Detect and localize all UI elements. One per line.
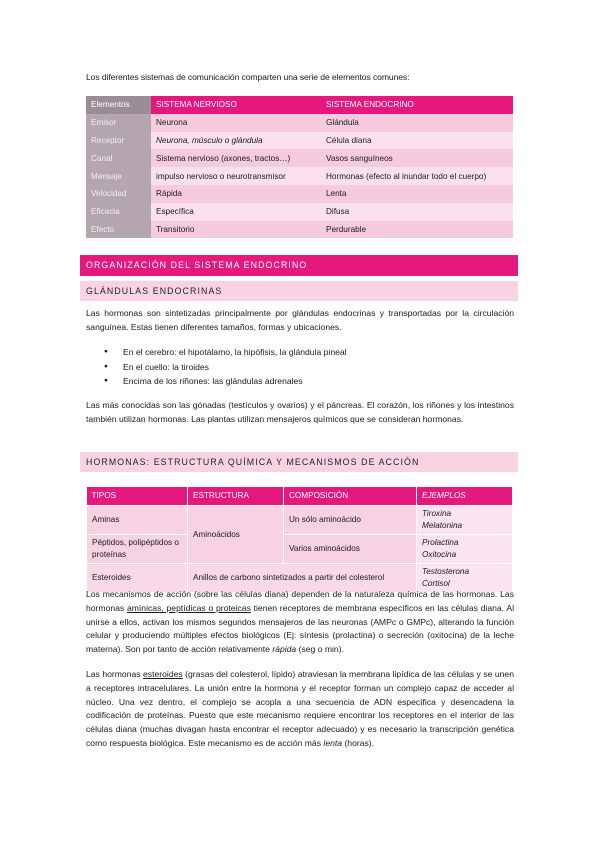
table-row <box>86 149 513 167</box>
cell-endocrino: Perdurable <box>321 221 513 239</box>
table-row <box>86 221 513 239</box>
emphasis-lenta: lenta <box>323 737 343 748</box>
underlined-term: esteroides <box>143 669 183 679</box>
ejemplo: Cortisol <box>422 578 450 588</box>
text-span: (grasas del colesterol, lípido) atraviesan la membrana lipídica de las células y se unen a receptores intracelulares. La unión entre la hormona y el receptor forman un complejo capaz de acceder al núcleo. Una vez dentro, el complejo se acopla a una secuencia de ADN específica y desencadena la codificación de proteínas. Puesto que este mecanismo requiere encontrar los receptores en el interior de las células diana (muchas divagan hasta encontrar el receptor adecuado) y es necesario la transcripción genética como respuesta biológica. Este mecanismo es de acción más <box>86 669 514 748</box>
cell-endocrino: Célula diana <box>321 132 513 150</box>
header-composicion: COMPOSICIÓN <box>284 487 417 505</box>
ejemplo: Prolactina <box>422 537 459 547</box>
estructura-aminoacidos: Aminoácidos <box>188 505 284 563</box>
row-label: Velocidad <box>86 185 151 203</box>
glandulas-paragraph: Las hormonas son sintetizadas principalmente por glándulas endocrinas y transportadas por la circulación sanguínea. Estas tienen diferentes tamaños, formas y ubicaciones. <box>86 308 514 332</box>
estructura-anillos: Anillos de carbono sintetizados a partir del colesterol <box>188 563 417 592</box>
gonadas-paragraph: Las más conocidas son las gónadas (testículos y ovarios) y el páncreas. El corazón, los riñones y los intestinos también utilizan hormonas. Las plantas utilizan mensajeros químicos que se consideran hormonas. <box>86 400 514 424</box>
cell-nervioso: impulso nervioso o neurotransmisor <box>151 167 321 185</box>
row-label: Canal <box>86 149 151 167</box>
list-item: ● Encima de los riñones: las glándulas adrenales <box>104 374 347 389</box>
header-elementos: Elementos <box>86 96 151 114</box>
cell-nervioso: Específica <box>151 203 321 221</box>
ejemplos-peptidos <box>417 534 513 563</box>
hormone-types-table <box>86 487 513 593</box>
subsection-heading-hormonas: HORMONAS: ESTRUCTURA QUÍMICA Y MECANISMOS DE ACCIÓN <box>80 452 518 472</box>
table-header-row <box>87 487 513 505</box>
table-row <box>86 132 513 150</box>
list-item: ● En el cuello: la tiroides <box>104 360 347 375</box>
header-ejemplos: EJEMPLOS <box>417 487 513 505</box>
subsection-heading-glandulas: GLÁNDULAS ENDOCRINAS <box>80 281 518 301</box>
row-label: Mensaje <box>86 167 151 185</box>
table-row <box>86 114 513 132</box>
table-row <box>86 185 513 203</box>
list-item: ● En el cerebro: el hipotálamo, la hipófisis, la glándula pineal <box>104 345 347 360</box>
text-span: Las hormonas <box>86 669 144 679</box>
tipo-aminas: Aminas <box>87 505 188 534</box>
cell-nervioso: Rápida <box>151 185 321 203</box>
underlined-term: amínicas, peptídicas o proteicas <box>126 602 251 613</box>
cell-nervioso: Sistema nervioso (axones, tractos…) <box>151 149 321 167</box>
cell-nervioso: Neurona, músculo o glándula <box>151 132 321 150</box>
text-span: tienen receptores de membrana específicos en las células diana. Al unirse a ellos, activan los mismos segundos mensajeros de las neuronas (AMPc o GMPc), alterando la función celular y produciendo múltiples efectos biológicos (Ej: síntesis (prolactina) o secreción (oxitocina) de la leche materna). Son por tanto de acción relativamente <box>86 602 514 655</box>
header-estructura: ESTRUCTURA <box>188 487 284 505</box>
ejemplo: Tiroxina <box>422 508 452 518</box>
tipo-esteroides: Esteroides <box>87 563 188 592</box>
composicion-un-solo: Un sólo aminoácido <box>284 505 417 534</box>
header-sistema-nervioso: SISTEMA NERVIOSO <box>151 96 321 114</box>
emphasis-rapida: rápida <box>272 644 297 655</box>
ejemplo: Oxitocina <box>422 549 457 559</box>
intro-text: Los diferentes sistemas de comunicación comparten una serie de elementos comunes: <box>86 72 410 82</box>
tipo-peptidos: Péptidos, polipéptidos o proteínas <box>87 534 188 563</box>
table-row <box>87 534 513 563</box>
table-row <box>86 167 513 185</box>
header-tipos: TIPOS <box>87 487 188 505</box>
table-row <box>86 203 513 221</box>
ejemplo: Melatonina <box>422 520 463 530</box>
cell-nervioso: Transitorio <box>151 221 321 239</box>
glandulas-list <box>104 345 347 389</box>
row-label: Eficacia <box>86 203 151 221</box>
row-label: Emisor <box>86 114 151 132</box>
ejemplos-aminas <box>417 505 513 534</box>
composicion-varios: Varios aminoácidos <box>284 534 417 563</box>
section-heading-organizacion: ORGANIZACIÓN DEL SISTEMA ENDOCRINO <box>80 255 518 276</box>
cell-endocrino: Difusa <box>321 203 513 221</box>
table-row <box>87 505 513 534</box>
row-label: Efecto <box>86 221 151 239</box>
cell-endocrino: Hormonas (efecto al inundar todo el cuerpo) <box>321 167 513 185</box>
cell-nervioso: Neurona <box>151 114 321 132</box>
cell-endocrino: Glándula <box>321 114 513 132</box>
table-header-row <box>86 96 513 114</box>
ejemplo: Testosterona <box>422 566 470 576</box>
row-label: Receptor <box>86 132 151 150</box>
mecanismos-paragraph-1 <box>86 588 514 657</box>
comparison-table <box>86 96 513 238</box>
mecanismos-paragraph-2 <box>86 668 514 751</box>
text-span: Los mecanismos de acción (sobre las células diana) dependen de la naturaleza química de las hormonas. Las hormonas <box>86 589 514 613</box>
text-span: (seg o min). <box>296 644 344 655</box>
header-sistema-endocrino: SISTEMA ENDOCRINO <box>321 96 513 114</box>
cell-endocrino: Vasos sanguíneos <box>321 149 513 167</box>
text-span: (horas). <box>342 737 375 748</box>
cell-endocrino: Lenta <box>321 185 513 203</box>
